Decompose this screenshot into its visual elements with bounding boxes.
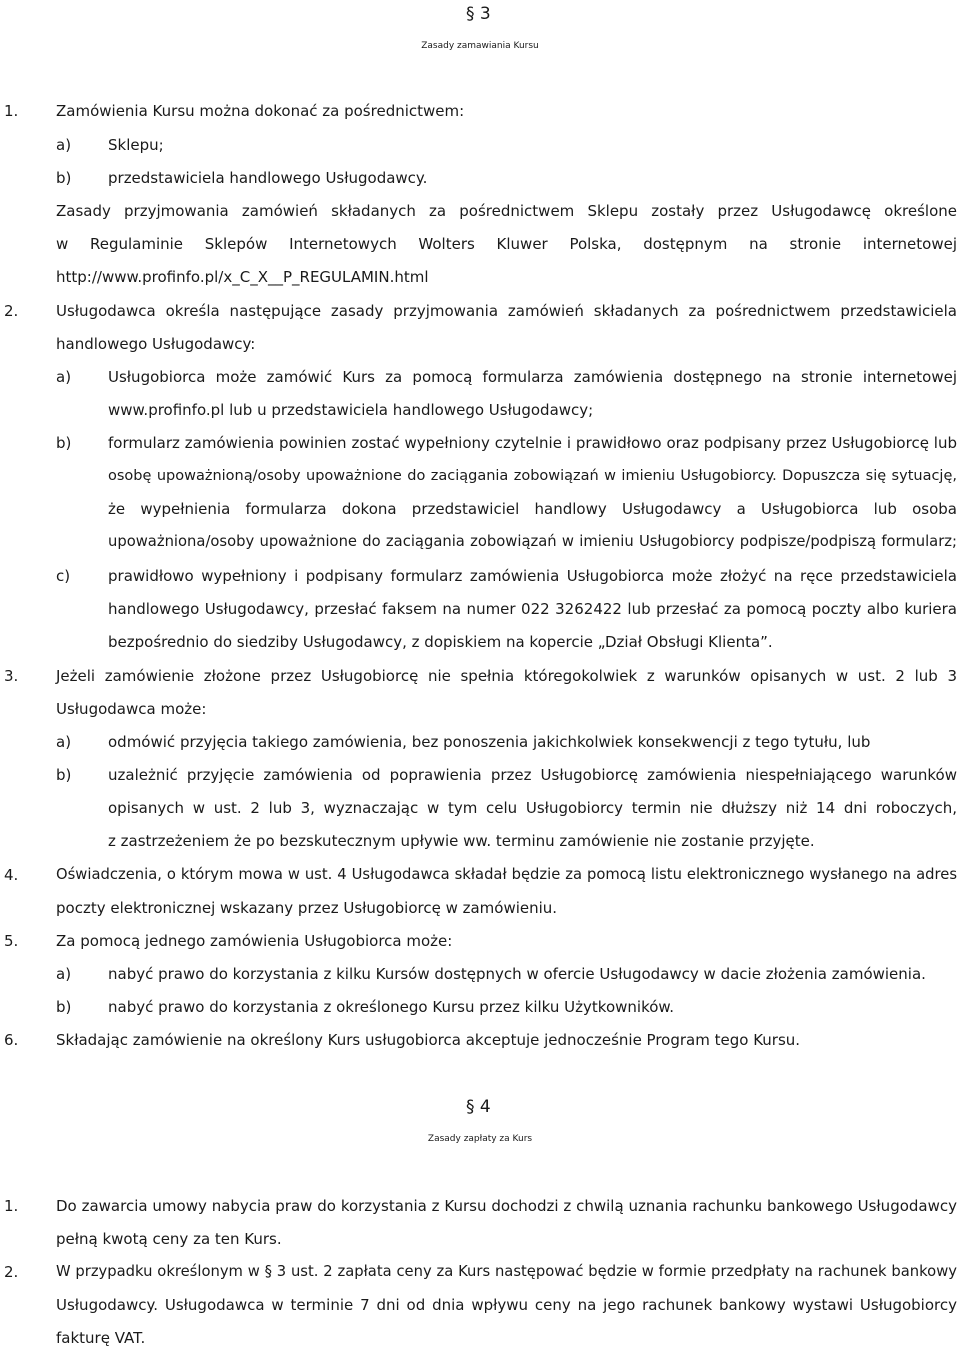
item-number: 2.	[4, 302, 19, 320]
paragraph-line: w Regulaminie Sklepów Internetowych Wolters Kluwer Polska, dostępnym na stronie internetowej	[56, 235, 957, 253]
section-3-title: Zasady zamawiania Kursu	[421, 41, 539, 51]
paragraph-line: pełną kwotą ceny za ten Kurs.	[56, 1230, 282, 1248]
sub-item-line: prawidłowo wypełniony i podpisany formularz zamówienia Usługobiorca może złożyć na ręce przedstawiciela	[108, 567, 957, 585]
paragraph-line: fakturę VAT.	[56, 1329, 146, 1347]
sub-item-label: b)	[56, 169, 72, 187]
item-number: 1.	[4, 102, 19, 120]
sub-item-line: bezpośrednio do siedziby Usługodawcy, z dopiskiem na kopercie „Dział Obsługi Klienta”.	[108, 633, 773, 651]
paragraph-line: Jeżeli zamówienie złożone przez Usługobiorcę nie spełnia któregokolwiek z warunków opisanych w ust. 2 lub 3	[56, 667, 957, 685]
item-number: 2.	[4, 1263, 19, 1281]
sub-item-line: z zastrzeżeniem że po bezskutecznym upływie ww. terminu zamówienie nie zostanie przyjęte.	[108, 832, 815, 850]
sub-item-label: b)	[56, 766, 72, 784]
sub-item-line: Usługobiorca może zamówić Kurs za pomocą formularza zamówienia dostępnego na stronie internetowej	[108, 368, 957, 386]
paragraph-line: Oświadczenia, o którym mowa w ust. 4 Usługodawca składał będzie za pomocą listu elektronicznego wysłanego na adres	[56, 866, 957, 883]
sub-item-label: b)	[56, 998, 72, 1016]
sub-item-line: handlowego Usługodawcy, przesłać faksem na numer 022 3262422 lub przesłać za pomocą poczty albo kuriera	[108, 600, 957, 618]
item-number: 3.	[4, 667, 19, 685]
item-number: 5.	[4, 932, 19, 950]
sub-item-label: a)	[56, 136, 72, 154]
sub-item-label: a)	[56, 965, 72, 983]
item-number: 1.	[4, 1197, 19, 1215]
sub-item-label: c)	[56, 567, 71, 585]
sub-item-line: uzależnić przyjęcie zamówienia od poprawienia przez Usługobiorcę zamówienia niespełniającego warunków	[108, 766, 957, 784]
sub-item-text: Sklepu;	[108, 136, 164, 154]
section-4-sign: § 4	[466, 1097, 491, 1117]
section-3-sign: § 3	[466, 4, 491, 24]
section-4-title: Zasady zapłaty za Kurs	[427, 1134, 533, 1144]
paragraph-line: Do zawarcia umowy nabycia praw do korzystania z Kursu dochodzi z chwilą uznania rachunku bankowego Usługodawcy	[56, 1197, 957, 1215]
paragraph-line: poczty elektronicznej wskazany przez Usługobiorcę w zamówieniu.	[56, 899, 558, 917]
paragraph-text: Zamówienia Kursu można dokonać za pośrednictwem:	[56, 102, 465, 120]
sub-item-line: upoważniona/osoby upoważnione do zaciągania zobowiązań w imieniu Usługobiorcy podpisze/podpiszą formularz;	[108, 533, 957, 550]
paragraph-line: Usługodawcy. Usługodawca w terminie 7 dni od dnia wpływu ceny na jego rachunek bankowy wystawi Usługobiorcy	[56, 1296, 957, 1314]
sub-item-label: a)	[56, 368, 72, 386]
sub-item-label: a)	[56, 733, 72, 751]
paragraph-text: Za pomocą jednego zamówienia Usługobiorca może:	[56, 932, 453, 950]
paragraph-line: Zasady przyjmowania zamówień składanych za pośrednictwem Sklepu zostały przez Usługodawcę określone	[56, 202, 957, 220]
item-number: 4.	[4, 866, 19, 884]
sub-item-line: że wypełnienia formularza dokona przedstawiciel handlowy Usługodawcy a Usługobiorca lub osoba	[108, 500, 957, 518]
sub-item-text: przedstawiciela handlowego Usługodawcy.	[108, 169, 428, 187]
paragraph-line: Usługodawca określa następujące zasady przyjmowania zamówień składanych za pośrednictwem przedstawiciela	[56, 302, 957, 320]
sub-item-text: nabyć prawo do korzystania z określonego Kursu przez kilku Użytkowników.	[108, 998, 675, 1016]
sub-item-text: odmówić przyjęcia takiego zamówienia, bez ponoszenia jakichkolwiek konsekwencji z tego tytułu, lub	[108, 733, 871, 751]
sub-item-label: b)	[56, 434, 72, 452]
paragraph-line: handlowego Usługodawcy:	[56, 335, 256, 353]
paragraph-line: W przypadku określonym w § 3 ust. 2 zapłata ceny za Kurs następować będzie w formie przedpłaty na rachunek bankowy	[56, 1263, 957, 1280]
sub-item-text: nabyć prawo do korzystania z kilku Kursów dostępnych w ofercie Usługodawcy w dacie złożenia zamówienia.	[108, 965, 926, 983]
sub-item-line: www.profinfo.pl lub u przedstawiciela handlowego Usługodawcy;	[108, 401, 594, 419]
sub-item-line: osobę upoważnioną/osoby upoważnione do zaciągania zobowiązań w imieniu Usługobiorcy. Dopuszcza się sytuację,	[108, 468, 957, 484]
item-number: 6.	[4, 1031, 19, 1049]
paragraph-line: Usługodawca może:	[56, 700, 207, 718]
paragraph-text: Składając zamówienie na określony Kurs usługobiorca akceptuje jednocześnie Program tego Kursu.	[56, 1031, 801, 1049]
sub-item-line: formularz zamówienia powinien zostać wypełniony czytelnie i prawidłowo oraz podpisany przez Usługobiorcę lub	[108, 434, 957, 452]
regulations-link[interactable]: http://www.profinfo.pl/x_C_X__P_REGULAMIN.html	[56, 268, 429, 286]
sub-item-line: opisanych w ust. 2 lub 3, wyznaczając w tym celu Usługobiorcy termin nie dłuższy niż 14 dni roboczych,	[108, 799, 957, 817]
